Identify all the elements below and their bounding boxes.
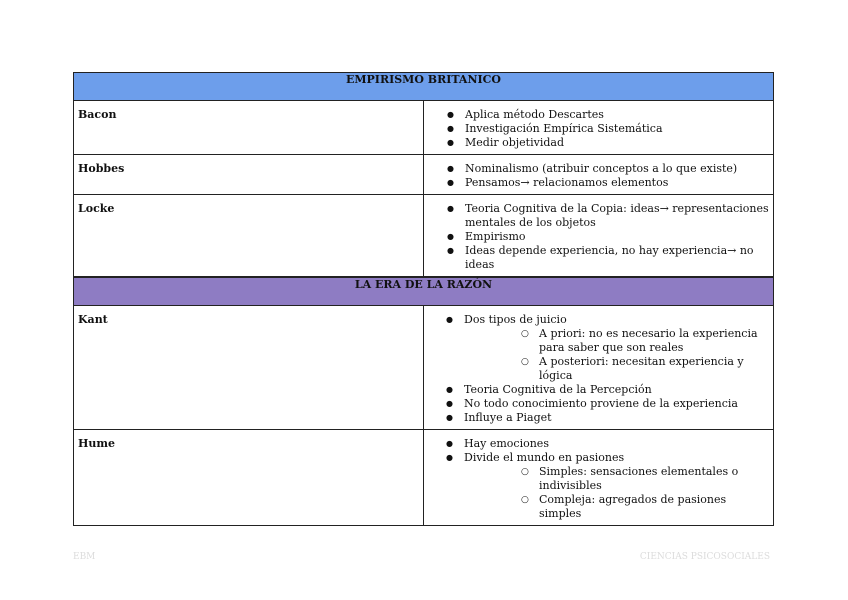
list-item: ● Ideas depende experiencia, no hay experiencia→ no ideas [424,244,769,272]
bullet-list [424,313,769,425]
list-item-text: Dos tipos de juicio [464,313,567,326]
sub-list-item: ○ Simples: sensaciones elementales o indivisibles [464,465,769,493]
philosopher-name: Bacon [74,101,424,155]
sub-list-item: ○ A priori: no es necesario la experiencia para saber que son reales [464,327,769,355]
table-row [74,101,774,155]
table-row [74,306,774,430]
table-row [74,430,774,526]
table-row [74,195,774,277]
bullet-list [424,108,769,150]
list-item [424,451,769,521]
bullet-list [424,162,769,190]
footer-right: CIENCIAS PSICOSOCIALES [639,552,770,562]
philosopher-name: Kant [74,306,424,430]
footer-left: EBM [73,552,96,562]
table-title: LA ERA DE LA RAZÓN [74,278,774,306]
list-item: ● Teoria Cognitiva de la Percepción [424,383,769,397]
list-item: ● Medir objetividad [424,136,769,150]
list-item: ● Influye a Piaget [424,411,769,425]
list-item: ● Teoria Cognitiva de la Copia: ideas→ representaciones mentales de los objetos [424,202,769,230]
list-item [424,313,769,383]
list-item: ● Aplica método Descartes [424,108,769,122]
list-item: ● Investigación Empírica Sistemática [424,122,769,136]
sub-list-item: ○ Compleja: agregados de pasiones simples [464,493,769,521]
list-item: ● Empirismo [424,230,769,244]
list-item: ● Nominalismo (atribuir conceptos a lo que existe) [424,162,769,176]
empirismo-table [73,72,774,277]
table-title: EMPIRISMO BRITANICO [74,73,774,101]
list-item: ● Hay emociones [424,437,769,451]
philosopher-name: Locke [74,195,424,277]
philosopher-name: Hume [74,430,424,526]
bullet-list [424,437,769,521]
philosopher-name: Hobbes [74,155,424,195]
list-item: ● No todo conocimiento proviene de la experiencia [424,397,769,411]
sub-list [464,465,769,521]
sub-list-item: ○ A posteriori: necesitan experiencia y lógica [464,355,769,383]
list-item: ● Pensamos→ relacionamos elementos [424,176,769,190]
sub-list [464,327,769,383]
list-item-text: Divide el mundo en pasiones [464,451,625,464]
bullet-list [424,202,769,272]
era-razon-table [73,277,774,526]
table-row [74,155,774,195]
